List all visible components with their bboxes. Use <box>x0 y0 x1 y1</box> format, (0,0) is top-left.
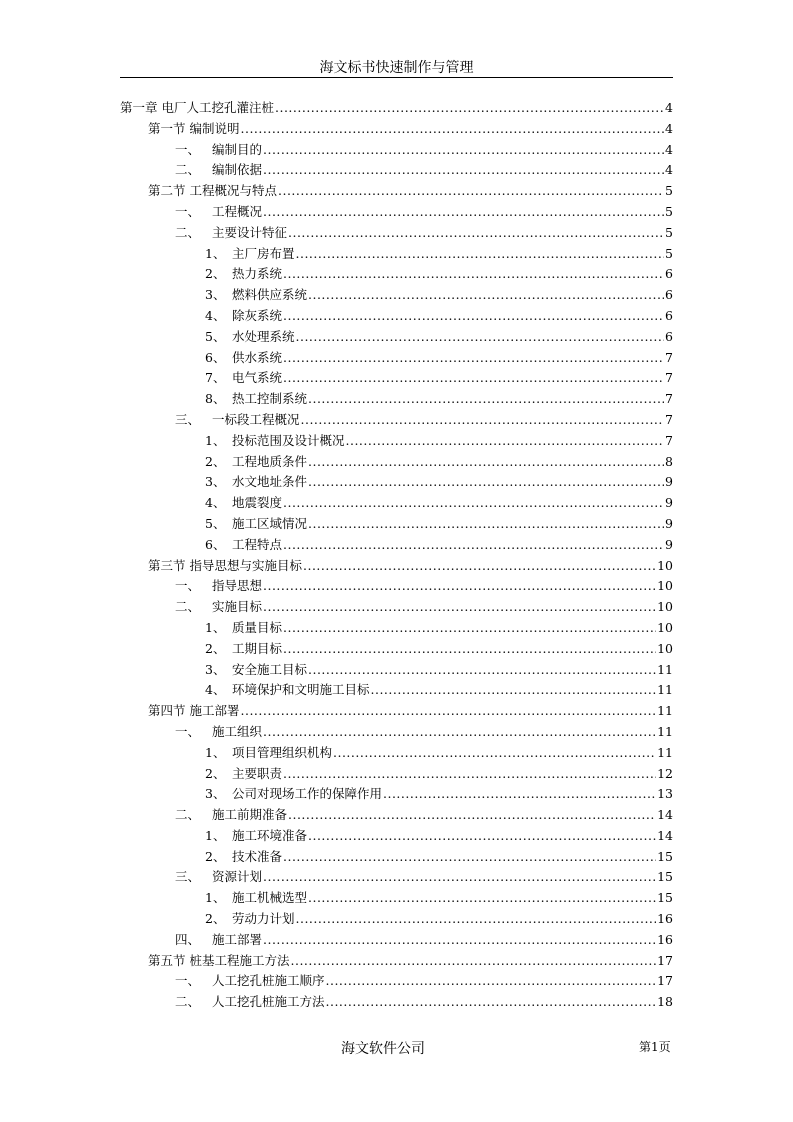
toc-entry[interactable] <box>120 576 673 597</box>
toc-entry[interactable] <box>120 660 673 681</box>
toc-entry-number: 2、 <box>205 640 226 656</box>
toc-entry[interactable] <box>120 181 673 202</box>
dot-leader <box>283 266 664 281</box>
toc-entry-page: 4 <box>665 120 673 136</box>
toc-entry-title: 工程概况与特点 <box>189 183 278 199</box>
toc-entry-page: 10 <box>657 557 673 573</box>
toc-entry-number: 第三节 <box>148 557 186 573</box>
toc-entry-title: 安全施工目标 <box>232 661 308 677</box>
toc-entry[interactable] <box>120 140 673 161</box>
toc-entry-number: 第四节 <box>148 703 186 719</box>
toc-entry-number: 3、 <box>205 661 226 677</box>
toc-entry-number: 一、 <box>175 203 201 219</box>
toc-entry-page: 5 <box>665 183 673 199</box>
toc-entry-number: 4、 <box>205 307 226 323</box>
toc-entry-title: 技术准备 <box>232 848 283 864</box>
toc-entry-title: 电厂人工挖孔灌注桩 <box>161 100 275 115</box>
toc-entry[interactable] <box>120 119 673 140</box>
toc-entry-page: 4 <box>665 100 673 115</box>
toc-entry-title: 施工前期准备 <box>212 807 288 823</box>
toc-entry[interactable] <box>120 368 673 389</box>
toc-entry[interactable] <box>120 618 673 639</box>
toc-entry-page: 11 <box>657 723 673 739</box>
dot-leader <box>326 973 657 988</box>
toc-entry-page: 14 <box>657 807 673 823</box>
toc-entry-title: 人工挖孔桩施工顺序 <box>212 973 325 989</box>
toc-entry[interactable] <box>120 306 673 327</box>
toc-entry[interactable] <box>120 202 673 223</box>
toc-entry-page: 10 <box>657 578 673 594</box>
dot-leader <box>308 662 656 677</box>
toc-entry[interactable] <box>120 223 673 244</box>
toc-entry[interactable] <box>120 805 673 826</box>
toc-entry-number: 3、 <box>205 287 226 303</box>
toc-entry-title: 燃料供应系统 <box>232 287 308 303</box>
toc-entry-number: 二、 <box>175 994 201 1010</box>
toc-entry-page: 15 <box>657 890 673 906</box>
toc-entry-page: 17 <box>657 973 673 989</box>
toc-entry[interactable] <box>120 701 673 722</box>
toc-entry-number: 二、 <box>175 162 201 178</box>
toc-entry-number: 二、 <box>175 599 201 615</box>
toc-entry-page: 6 <box>665 287 673 303</box>
dot-leader <box>308 474 664 489</box>
footer-company: 海文软件公司 <box>341 1041 425 1057</box>
toc-entry-title: 热工控制系统 <box>232 391 308 407</box>
dot-leader <box>283 849 656 864</box>
dot-leader <box>275 100 664 115</box>
toc-entry-number: 3、 <box>205 786 226 802</box>
toc-entry-number: 5、 <box>205 328 226 344</box>
dot-leader <box>308 516 664 531</box>
toc-entry[interactable] <box>120 847 673 868</box>
toc-entry-page: 9 <box>665 515 673 531</box>
toc-entry-title: 主要设计特征 <box>212 224 288 240</box>
toc-entry-title: 质量目标 <box>232 619 283 635</box>
toc-entry-title: 除灰系统 <box>232 307 283 323</box>
dot-leader <box>263 162 664 177</box>
dot-leader <box>333 745 656 760</box>
toc-entry-title: 劳动力计划 <box>232 911 295 927</box>
header-rule <box>120 77 673 78</box>
toc-entry-title: 电气系统 <box>232 370 283 386</box>
toc-entry-title: 主厂房布置 <box>232 245 295 261</box>
dot-leader <box>241 121 665 136</box>
toc-entry[interactable] <box>120 971 673 992</box>
toc-entry-page: 9 <box>665 474 673 490</box>
toc-entry-page: 11 <box>657 661 673 677</box>
toc-entry-title: 编制说明 <box>189 120 240 136</box>
toc-entry[interactable] <box>120 493 673 514</box>
toc-entry-page: 11 <box>657 703 673 719</box>
dot-leader <box>288 225 664 240</box>
toc-entry-page: 11 <box>657 744 673 760</box>
toc-entry[interactable] <box>120 285 673 306</box>
toc-entry-title: 工程特点 <box>232 536 283 552</box>
footer-page-number: 第1页 <box>639 1040 671 1054</box>
dot-leader <box>326 994 657 1009</box>
toc-entry-title: 施工组织 <box>212 723 263 739</box>
toc-entry-title: 编制依据 <box>212 162 263 178</box>
toc-entry-page: 7 <box>665 391 673 407</box>
toc-entry[interactable] <box>120 722 673 743</box>
toc-entry-page: 16 <box>657 931 673 947</box>
toc-entry[interactable] <box>120 556 673 577</box>
toc-entry-page: 9 <box>665 536 673 552</box>
toc-entry-title: 工期目标 <box>232 640 283 656</box>
toc-entry-title: 工程地质条件 <box>232 453 308 469</box>
toc-entry-number: 1、 <box>205 744 226 760</box>
toc-entry-page: 7 <box>665 411 673 427</box>
toc-entry-number: 4、 <box>205 682 226 698</box>
toc-entry-title: 施工区域情况 <box>232 515 308 531</box>
toc-entry-page: 10 <box>657 640 673 656</box>
toc-entry[interactable] <box>120 431 673 452</box>
toc-entry-title: 工程概况 <box>212 203 263 219</box>
toc-entry-number: 7、 <box>205 370 226 386</box>
toc-entry-page: 5 <box>665 203 673 219</box>
table-of-contents <box>120 98 673 1013</box>
dot-leader <box>283 495 664 510</box>
toc-entry-number: 6、 <box>205 536 226 552</box>
toc-entry-page: 13 <box>657 786 673 802</box>
toc-entry-title: 资源计划 <box>212 869 263 885</box>
toc-entry-number: 第五节 <box>148 952 186 968</box>
dot-leader <box>288 807 656 822</box>
toc-entry-title: 指导思想与实施目标 <box>189 557 303 573</box>
toc-entry-number: 5、 <box>205 515 226 531</box>
toc-entry-number: 2、 <box>205 453 226 469</box>
toc-entry[interactable] <box>120 743 673 764</box>
toc-entry-number: 二、 <box>175 224 201 240</box>
toc-entry[interactable] <box>120 327 673 348</box>
dot-leader <box>301 412 665 427</box>
toc-entry[interactable] <box>120 639 673 660</box>
toc-entry[interactable] <box>120 930 673 951</box>
toc-entry[interactable] <box>120 826 673 847</box>
toc-entry-title: 水处理系统 <box>232 328 295 344</box>
toc-entry[interactable] <box>120 784 673 805</box>
toc-entry-number: 1、 <box>205 432 226 448</box>
dot-leader <box>241 703 657 718</box>
toc-entry-title: 供水系统 <box>232 349 283 365</box>
toc-entry[interactable] <box>120 888 673 909</box>
toc-entry-number: 第一章 <box>120 100 158 115</box>
dot-leader <box>263 578 656 593</box>
toc-entry-title: 水文地址条件 <box>232 474 308 490</box>
toc-entry-page: 7 <box>665 349 673 365</box>
toc-entry[interactable] <box>120 389 673 410</box>
toc-entry-page: 7 <box>665 370 673 386</box>
toc-entry-title: 施工部署 <box>212 931 263 947</box>
toc-entry-title: 编制目的 <box>212 141 263 157</box>
toc-entry[interactable] <box>120 764 673 785</box>
toc-entry-title: 实施目标 <box>212 599 263 615</box>
dot-leader <box>283 308 664 323</box>
toc-entry-number: 四、 <box>175 931 201 947</box>
dot-leader <box>283 350 664 365</box>
dot-leader <box>296 329 665 344</box>
toc-entry[interactable] <box>120 348 673 369</box>
toc-entry-page: 4 <box>665 162 673 178</box>
toc-entry-number: 二、 <box>175 807 201 823</box>
toc-entry-title: 项目管理组织机构 <box>232 744 333 760</box>
toc-entry[interactable] <box>120 909 673 930</box>
toc-entry-page: 5 <box>665 224 673 240</box>
toc-entry-page: 8 <box>665 453 673 469</box>
toc-entry[interactable] <box>120 410 673 431</box>
toc-entry-page: 15 <box>657 869 673 885</box>
dot-leader <box>283 620 656 635</box>
toc-entry-number: 第二节 <box>148 183 186 199</box>
toc-entry-page: 4 <box>665 141 673 157</box>
dot-leader <box>383 786 656 801</box>
toc-entry[interactable] <box>120 951 673 972</box>
toc-entry-page: 7 <box>665 432 673 448</box>
toc-entry-title: 环境保护和文明施工目标 <box>232 682 370 698</box>
toc-entry-page: 10 <box>657 619 673 635</box>
toc-entry-number: 一、 <box>175 141 201 157</box>
toc-entry-number: 1、 <box>205 245 226 261</box>
dot-leader <box>308 890 656 905</box>
toc-entry-number: 第一节 <box>148 120 186 136</box>
toc-entry[interactable] <box>120 867 673 888</box>
toc-entry-number: 2、 <box>205 266 226 282</box>
toc-entry-page: 9 <box>665 495 673 511</box>
toc-entry-title: 施工机械选型 <box>232 890 308 906</box>
toc-entry[interactable] <box>120 244 673 265</box>
toc-entry[interactable] <box>120 264 673 285</box>
toc-entry-number: 6、 <box>205 349 226 365</box>
page-header: 海文标书快速制作与管理 <box>319 60 474 76</box>
toc-entry[interactable] <box>120 535 673 556</box>
dot-leader <box>346 433 665 448</box>
toc-entry[interactable] <box>120 472 673 493</box>
toc-entry-page: 14 <box>657 827 673 843</box>
toc-entry-page: 15 <box>657 848 673 864</box>
dot-leader <box>263 142 664 157</box>
toc-entry-number: 1、 <box>205 619 226 635</box>
toc-entry[interactable] <box>120 452 673 473</box>
toc-entry[interactable] <box>120 597 673 618</box>
toc-entry-number: 一、 <box>175 723 201 739</box>
toc-entry-number: 一、 <box>175 973 201 989</box>
dot-leader <box>296 246 665 261</box>
toc-entry-number: 三、 <box>175 411 201 427</box>
toc-entry-title: 桩基工程施工方法 <box>189 952 290 968</box>
dot-leader <box>308 391 664 406</box>
toc-entry-title: 公司对现场工作的保障作用 <box>232 786 383 802</box>
toc-entry-number: 3、 <box>205 474 226 490</box>
dot-leader <box>263 932 656 947</box>
toc-entry-page: 10 <box>657 599 673 615</box>
toc-entry[interactable] <box>120 680 673 701</box>
toc-entry-number: 4、 <box>205 495 226 511</box>
toc-entry-title: 热力系统 <box>232 266 283 282</box>
dot-leader <box>263 204 664 219</box>
toc-entry-page: 16 <box>657 911 673 927</box>
dot-leader <box>308 287 664 302</box>
dot-leader <box>283 537 664 552</box>
dot-leader <box>371 682 657 697</box>
toc-entry-title: 指导思想 <box>212 578 263 594</box>
dot-leader <box>291 953 657 968</box>
toc-entry-number: 2、 <box>205 911 226 927</box>
toc-entry-page: 5 <box>665 245 673 261</box>
toc-entry-number: 一、 <box>175 578 201 594</box>
dot-leader <box>296 911 657 926</box>
toc-entry-number: 2、 <box>205 848 226 864</box>
toc-entry-title: 人工挖孔桩施工方法 <box>212 994 325 1010</box>
dot-leader <box>278 183 664 198</box>
dot-leader <box>263 869 656 884</box>
dot-leader <box>283 766 656 781</box>
toc-entry-page: 17 <box>657 952 673 968</box>
dot-leader <box>283 370 664 385</box>
dot-leader <box>303 558 656 573</box>
toc-entry-page: 12 <box>657 765 673 781</box>
toc-entry-title: 施工部署 <box>189 703 240 719</box>
toc-entry[interactable] <box>120 98 673 119</box>
toc-entry-title: 地震裂度 <box>232 495 283 511</box>
toc-entry-number: 三、 <box>175 869 201 885</box>
dot-leader <box>283 641 656 656</box>
toc-entry-page: 6 <box>665 307 673 323</box>
toc-entry[interactable] <box>120 992 673 1013</box>
toc-entry-title: 主要职责 <box>232 765 283 781</box>
toc-entry-number: 1、 <box>205 827 226 843</box>
toc-entry[interactable] <box>120 160 673 181</box>
dot-leader <box>308 454 664 469</box>
toc-entry-number: 2、 <box>205 765 226 781</box>
toc-entry-number: 8、 <box>205 391 226 407</box>
toc-entry-page: 11 <box>657 682 673 698</box>
toc-entry[interactable] <box>120 514 673 535</box>
toc-entry-number: 1、 <box>205 890 226 906</box>
toc-entry-page: 6 <box>665 328 673 344</box>
toc-entry-title: 施工环境准备 <box>232 827 308 843</box>
toc-entry-title: 投标范围及设计概况 <box>232 432 345 448</box>
toc-entry-title: 一标段工程概况 <box>212 411 300 427</box>
toc-entry-page: 6 <box>665 266 673 282</box>
toc-entry-page: 18 <box>657 994 673 1010</box>
dot-leader <box>308 828 656 843</box>
dot-leader <box>263 724 656 739</box>
dot-leader <box>263 599 656 614</box>
